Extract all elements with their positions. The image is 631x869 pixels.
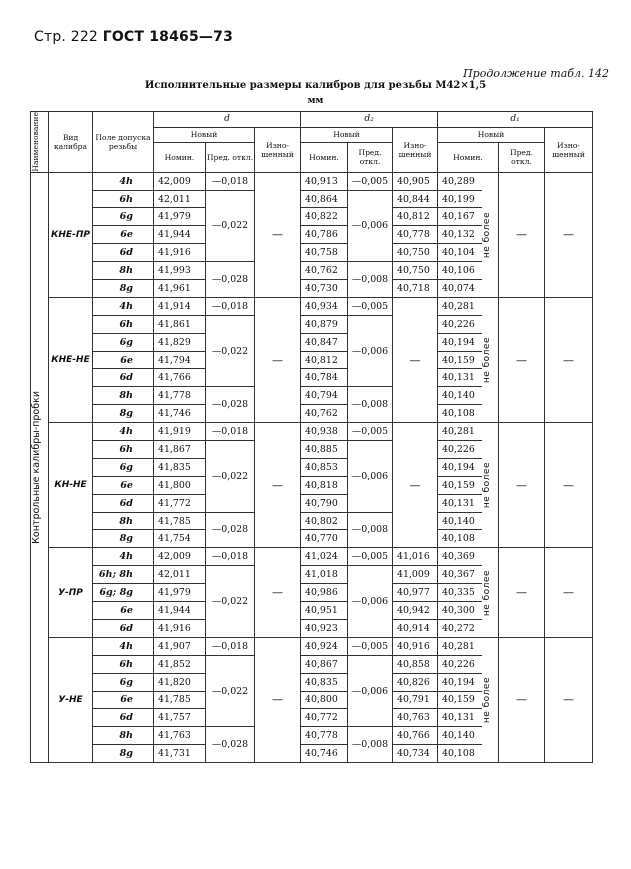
tolerance-field: 6d (93, 619, 154, 637)
side-label: Контрольные калибры-пробки (31, 390, 42, 544)
d-nominal: 42,009 (154, 548, 206, 566)
d-nominal: 41,757 (154, 709, 206, 727)
d2-deviation: —0,006 (348, 441, 393, 513)
d2-worn: 40,791 (393, 691, 438, 709)
d2-nominal: 40,784 (301, 369, 348, 387)
d2-nominal: 40,812 (301, 351, 348, 369)
tolerance-field: 6d (93, 244, 154, 262)
tolerance-field: 6e (93, 351, 154, 369)
d-deviation: —0,022 (206, 566, 255, 638)
d-nominal: 41,961 (154, 280, 206, 298)
header-d1-nomin: Номин. (438, 142, 499, 172)
d2-nominal: 40,938 (301, 423, 348, 441)
d2-deviation: —0,006 (348, 315, 393, 387)
tolerance-field: 6g (93, 673, 154, 691)
d2-worn: 40,778 (393, 226, 438, 244)
tolerance-field: 6g; 8g (93, 584, 154, 602)
d1-nominal: 40,369 (438, 548, 482, 566)
d2-worn: 40,812 (393, 208, 438, 226)
d1-nominal: 40,108 (438, 405, 482, 423)
d-worn: — (255, 423, 301, 548)
d-nominal: 41,944 (154, 226, 206, 244)
tolerance-field: 8g (93, 745, 154, 763)
tolerance-field: 8h (93, 387, 154, 405)
d1-nominal: 40,159 (438, 691, 482, 709)
d-nominal: 41,829 (154, 333, 206, 351)
header-d-nomin: Номин. (154, 142, 206, 172)
d1-worn: — (545, 297, 593, 422)
header-d2-worn: Изно-шенный (393, 128, 438, 173)
d1-nominal: 40,131 (438, 494, 482, 512)
d2-nominal: 40,770 (301, 530, 348, 548)
d1-nominal: 40,226 (438, 315, 482, 333)
tolerance-field: 8g (93, 530, 154, 548)
caliber-type: У-НЕ (49, 637, 93, 762)
caliber-type: КН-НЕ (49, 423, 93, 548)
d2-nominal: 40,786 (301, 226, 348, 244)
d-deviation: —0,028 (206, 727, 255, 763)
d2-nominal: 40,758 (301, 244, 348, 262)
d1-nominal: 40,108 (438, 745, 482, 763)
d2-worn: 40,766 (393, 727, 438, 745)
d-deviation: —0,022 (206, 441, 255, 513)
tolerance-field: 4h (93, 423, 154, 441)
d1-deviation: — (499, 423, 545, 548)
d-deviation: —0,022 (206, 655, 255, 727)
d1-nominal: 40,289 (438, 172, 482, 190)
d2-worn: 40,763 (393, 709, 438, 727)
d1-nominal: 40,199 (438, 190, 482, 208)
d-nominal: 41,979 (154, 584, 206, 602)
d2-deviation: —0,008 (348, 512, 393, 548)
d-nominal: 41,754 (154, 530, 206, 548)
d2-worn: 41,009 (393, 566, 438, 584)
d2-nominal: 40,864 (301, 190, 348, 208)
d1-deviation: — (499, 637, 545, 762)
standard-code: ГОСТ 18465—73 (102, 29, 234, 45)
d-nominal: 41,944 (154, 602, 206, 620)
d-deviation: —0,018 (206, 297, 255, 315)
d-worn: — (255, 172, 301, 297)
header-d2-new: Новый (301, 128, 393, 143)
d-nominal: 41,772 (154, 494, 206, 512)
ne-bolee-label: не более (481, 462, 492, 509)
d1-nominal: 40,106 (438, 262, 482, 280)
d2-nominal: 41,018 (301, 566, 348, 584)
table-row (31, 297, 593, 315)
tolerance-field: 8g (93, 280, 154, 298)
d1-nominal: 40,194 (438, 673, 482, 691)
d1-nominal: 40,140 (438, 727, 482, 745)
header-d1-dev: Пред. откл. (499, 142, 545, 172)
d2-deviation: —0,008 (348, 387, 393, 423)
d-nominal: 41,907 (154, 637, 206, 655)
d2-deviation: —0,005 (348, 548, 393, 566)
d2-worn: 40,844 (393, 190, 438, 208)
header-d1: d₁ (438, 112, 593, 128)
header-d2-dev: Пред. откл. (348, 142, 393, 172)
d-nominal: 41,979 (154, 208, 206, 226)
d2-deviation: —0,008 (348, 262, 393, 298)
d-deviation: —0,018 (206, 548, 255, 566)
header-d1-new: Новый (438, 128, 545, 143)
d-nominal: 41,914 (154, 297, 206, 315)
d-nominal: 41,785 (154, 691, 206, 709)
d-nominal: 41,766 (154, 369, 206, 387)
d1-nominal: 40,272 (438, 619, 482, 637)
d1-deviation: — (499, 172, 545, 297)
side-label-cell (31, 172, 49, 762)
d-nominal: 42,009 (154, 172, 206, 190)
d2-nominal: 40,800 (301, 691, 348, 709)
tolerance-field: 6e (93, 226, 154, 244)
d2-nominal: 40,818 (301, 476, 348, 494)
d-worn: — (255, 297, 301, 422)
calibers-table (30, 111, 593, 763)
d1-nominal: 40,226 (438, 655, 482, 673)
d-nominal: 41,993 (154, 262, 206, 280)
d2-worn: 40,858 (393, 655, 438, 673)
d2-nominal: 40,847 (301, 333, 348, 351)
header-pole-dopuska: Поле допуска резьбы (93, 112, 154, 173)
d2-worn: 40,942 (393, 602, 438, 620)
table-continuation: Продолжение табл. 142 (463, 67, 609, 80)
d-nominal: 41,800 (154, 476, 206, 494)
d-deviation: —0,022 (206, 315, 255, 387)
d2-deviation: —0,006 (348, 566, 393, 638)
header-vid-kalibra: Вид калибра (49, 112, 93, 173)
d1-nominal: 40,281 (438, 297, 482, 315)
tolerance-field: 6g (93, 333, 154, 351)
d-deviation: —0,018 (206, 637, 255, 655)
tolerance-field: 8h (93, 262, 154, 280)
d2-nominal: 40,746 (301, 745, 348, 763)
d1-nominal: 40,281 (438, 637, 482, 655)
tolerance-field: 8g (93, 405, 154, 423)
d-deviation: —0,018 (206, 172, 255, 190)
tolerance-field: 8h (93, 727, 154, 745)
d1-nominal: 40,335 (438, 584, 482, 602)
d2-nominal: 40,790 (301, 494, 348, 512)
d2-nominal: 40,986 (301, 584, 348, 602)
ne-bolee-label: не более (481, 676, 492, 724)
d2-nominal: 40,951 (301, 602, 348, 620)
d2-nominal: 40,924 (301, 637, 348, 655)
d1-nominal: 40,131 (438, 709, 482, 727)
d1-worn: — (545, 423, 593, 548)
header-naimenovanie: Наименование (31, 112, 49, 173)
caliber-type: У-ПР (49, 548, 93, 637)
header-d: d (154, 112, 301, 128)
d-nominal: 41,919 (154, 423, 206, 441)
header-d2: d₂ (301, 112, 438, 128)
d-nominal: 41,731 (154, 745, 206, 763)
tolerance-field: 6h (93, 190, 154, 208)
d2-nominal: 40,794 (301, 387, 348, 405)
d2-nominal: 40,913 (301, 172, 348, 190)
d2-worn: 40,905 (393, 172, 438, 190)
tolerance-field: 6d (93, 709, 154, 727)
d2-nominal: 40,778 (301, 727, 348, 745)
tolerance-field: 6e (93, 476, 154, 494)
d2-nominal: 40,885 (301, 441, 348, 459)
tolerance-field: 4h (93, 548, 154, 566)
caliber-type: КНЕ-НЕ (49, 297, 93, 422)
ne-bolee-label: не более (481, 336, 492, 384)
table-row (31, 637, 593, 655)
d-nominal: 41,794 (154, 351, 206, 369)
d1-nominal: 40,167 (438, 208, 482, 226)
d1-deviation: — (499, 297, 545, 422)
d2-worn: 40,734 (393, 745, 438, 763)
header-d-dev: Пред. откл. (206, 142, 255, 172)
d1-worn: — (545, 637, 593, 762)
header-d2-nomin: Номин. (301, 142, 348, 172)
d2-worn: 40,750 (393, 262, 438, 280)
d-nominal: 41,820 (154, 673, 206, 691)
d1-nominal: 40,074 (438, 280, 482, 298)
tolerance-field: 6h; 8h (93, 566, 154, 584)
tolerance-field: 6g (93, 208, 154, 226)
d2-nominal: 40,772 (301, 709, 348, 727)
ne-bolee-cell (482, 637, 499, 762)
ne-bolee-cell (482, 172, 499, 297)
tolerance-field: 6d (93, 494, 154, 512)
page-number: Стр. 222 (34, 29, 99, 45)
d2-nominal: 40,730 (301, 280, 348, 298)
d2-nominal: 40,822 (301, 208, 348, 226)
d-deviation: —0,028 (206, 387, 255, 423)
d-deviation: —0,028 (206, 262, 255, 298)
d1-nominal: 40,226 (438, 441, 482, 459)
d1-nominal: 40,300 (438, 602, 482, 620)
tolerance-field: 6h (93, 315, 154, 333)
d1-nominal: 40,159 (438, 351, 482, 369)
tolerance-field: 4h (93, 172, 154, 190)
tolerance-field: 6h (93, 655, 154, 673)
d2-nominal: 40,879 (301, 315, 348, 333)
ne-bolee-label: не более (481, 569, 492, 616)
d-worn: — (255, 637, 301, 762)
ne-bolee-label: не более (481, 211, 492, 258)
ne-bolee-cell (482, 423, 499, 548)
d-nominal: 41,785 (154, 512, 206, 530)
header-d1-worn: Изно-шенный (545, 128, 593, 173)
d2-nominal: 40,934 (301, 297, 348, 315)
tolerance-field: 4h (93, 637, 154, 655)
d1-nominal: 40,194 (438, 333, 482, 351)
d2-worn: 40,826 (393, 673, 438, 691)
d-nominal: 41,778 (154, 387, 206, 405)
d-nominal: 41,835 (154, 458, 206, 476)
d1-nominal: 40,140 (438, 512, 482, 530)
tolerance-field: 6h (93, 441, 154, 459)
d1-nominal: 40,159 (438, 476, 482, 494)
d2-nominal: 40,923 (301, 619, 348, 637)
table-row (31, 172, 593, 190)
d1-nominal: 40,140 (438, 387, 482, 405)
tolerance-field: 6g (93, 458, 154, 476)
d2-deviation: —0,006 (348, 655, 393, 727)
tolerance-field: 6d (93, 369, 154, 387)
page-header (34, 29, 233, 45)
d1-deviation: — (499, 548, 545, 637)
d2-deviation: —0,005 (348, 297, 393, 315)
d-nominal: 41,916 (154, 619, 206, 637)
d-nominal: 42,011 (154, 190, 206, 208)
d1-nominal: 40,108 (438, 530, 482, 548)
d2-deviation: —0,006 (348, 190, 393, 262)
d-nominal: 42,011 (154, 566, 206, 584)
tolerance-field: 4h (93, 297, 154, 315)
tolerance-field: 6e (93, 691, 154, 709)
d2-deviation: —0,005 (348, 423, 393, 441)
d-worn: — (255, 548, 301, 637)
ne-bolee-cell (482, 548, 499, 637)
d1-worn: — (545, 172, 593, 297)
d2-deviation: —0,005 (348, 172, 393, 190)
d-nominal: 41,763 (154, 727, 206, 745)
table-title: Исполнительные размеры калибров для резьбы М42×1,5 (144, 80, 487, 91)
d2-deviation: —0,008 (348, 727, 393, 763)
d-nominal: 41,852 (154, 655, 206, 673)
d1-nominal: 40,132 (438, 226, 482, 244)
d-nominal: 41,861 (154, 315, 206, 333)
header-d-worn: Изно-шенный (255, 128, 301, 173)
d2-worn: 40,916 (393, 637, 438, 655)
header-d-new: Новый (154, 128, 255, 143)
d-deviation: —0,022 (206, 190, 255, 262)
table-row (31, 548, 593, 566)
d2-nominal: 40,853 (301, 458, 348, 476)
d-nominal: 41,746 (154, 405, 206, 423)
d2-worn: 40,718 (393, 280, 438, 298)
d2-nominal: 40,835 (301, 673, 348, 691)
d2-nominal: 40,762 (301, 262, 348, 280)
tolerance-field: 6e (93, 602, 154, 620)
unit-label: мм (307, 96, 324, 106)
d1-nominal: 40,194 (438, 458, 482, 476)
d1-nominal: 40,104 (438, 244, 482, 262)
d1-nominal: 40,131 (438, 369, 482, 387)
d2-worn: — (393, 297, 438, 422)
d1-nominal: 40,281 (438, 423, 482, 441)
d-nominal: 41,867 (154, 441, 206, 459)
d2-deviation: —0,005 (348, 637, 393, 655)
d1-worn: — (545, 548, 593, 637)
d2-nominal: 40,802 (301, 512, 348, 530)
d2-worn: 40,977 (393, 584, 438, 602)
d-nominal: 41,916 (154, 244, 206, 262)
d2-nominal: 40,762 (301, 405, 348, 423)
caliber-type: КНЕ-ПР (49, 172, 93, 297)
table-row (31, 423, 593, 441)
d2-worn: 41,016 (393, 548, 438, 566)
d2-worn: — (393, 423, 438, 548)
d-deviation: —0,018 (206, 423, 255, 441)
d1-nominal: 40,367 (438, 566, 482, 584)
tolerance-field: 8h (93, 512, 154, 530)
d2-worn: 40,750 (393, 244, 438, 262)
d2-nominal: 40,867 (301, 655, 348, 673)
d-deviation: —0,028 (206, 512, 255, 548)
ne-bolee-cell (482, 297, 499, 422)
d2-worn: 40,914 (393, 619, 438, 637)
d2-nominal: 41,024 (301, 548, 348, 566)
